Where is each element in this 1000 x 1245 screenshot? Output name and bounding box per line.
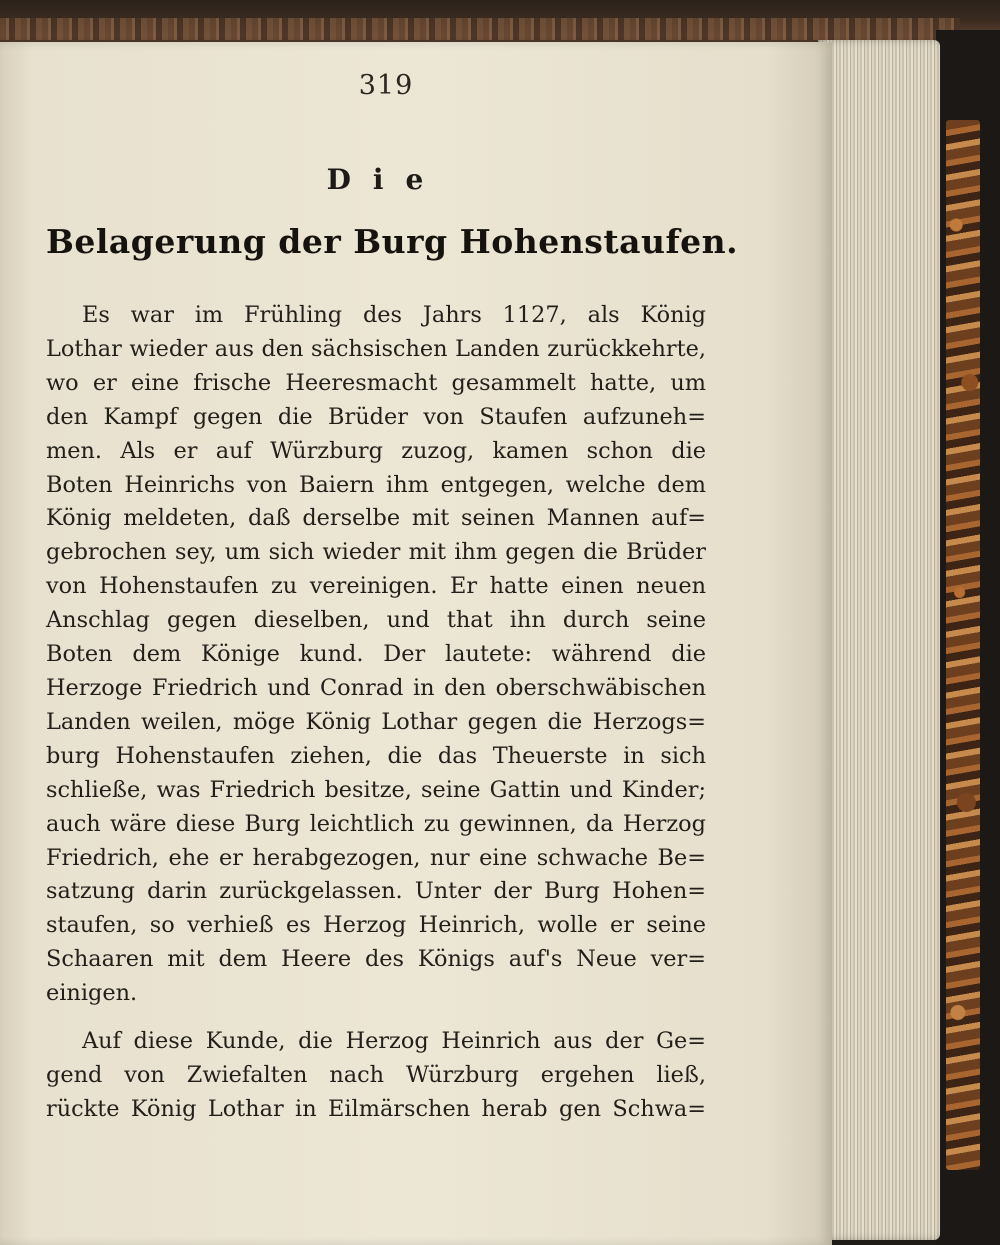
body-text [46, 299, 706, 1127]
text-line: rückte König Lothar in Eilmärschen herab gen Schwa= [46, 1095, 706, 1122]
page-stack [818, 40, 940, 1240]
page-number: 319 [358, 70, 414, 101]
paragraph-1 [46, 299, 706, 1011]
text-line: Lothar wieder aus den sächsischen Landen zurückkehrte, [46, 335, 706, 362]
text-line: auch wäre diese Burg leichtlich zu gewinnen, da Herzog [46, 810, 706, 837]
text-line: Friedrich, ehe er herabgezogen, nur eine schwache Be= [46, 844, 706, 871]
text-line: Boten Heinrichs von Baiern ihm entgegen, welche dem [46, 471, 706, 498]
text-line: burg Hohenstaufen ziehen, die das Theuerste in sich [46, 742, 706, 769]
text-line: satzung darin zurückgelassen. Unter der Burg Hohen= [46, 878, 706, 905]
marbled-edge [946, 120, 980, 1170]
text-line: gend von Zwiefalten nach Würzburg ergehen ließ, [46, 1061, 706, 1088]
text-line: Boten dem Könige kund. Der lautete: während die [46, 641, 706, 668]
text-line: schließe, was Friedrich besitze, seine Gattin und Kinder; [46, 776, 706, 803]
text-line: Anschlag gegen dieselben, und that ihn durch seine [46, 607, 706, 634]
text-line: Auf diese Kunde, die Herzog Heinrich aus der Ge= [82, 1028, 706, 1055]
chapter-title-article: Die [326, 163, 446, 196]
chapter-title: Belagerung der Burg Hohenstaufen. [46, 222, 739, 261]
text-line: staufen, so verhieß es Herzog Heinrich, wolle er seine [46, 912, 706, 939]
text-line: Landen weilen, möge König Lothar gegen die Herzogs= [46, 708, 706, 735]
text-line: einigen. [46, 980, 138, 1007]
text-line: Herzoge Friedrich und Conrad in den oberschwäbischen [46, 674, 706, 701]
paragraph-2 [46, 1025, 706, 1127]
text-line: Es war im Frühling des Jahrs 1127, als König [82, 302, 706, 328]
page-content [46, 70, 739, 1127]
text-line: König meldeten, daß derselbe mit seinen Mannen auf= [46, 505, 706, 532]
text-line: den Kampf gegen die Brüder von Staufen aufzuneh= [46, 403, 706, 430]
text-line: wo er eine frische Heeresmacht gesammelt hatte, um [46, 369, 706, 396]
page-edge-top [0, 18, 960, 40]
book-page [0, 42, 832, 1245]
text-line: gebrochen sey, um sich wieder mit ihm gegen die Brüder [46, 539, 706, 566]
text-line: Schaaren mit dem Heere des Königs auf's Neue ver= [46, 946, 706, 973]
text-line: men. Als er auf Würzburg zuzog, kamen schon die [46, 437, 706, 464]
text-line: von Hohenstaufen zu vereinigen. Er hatte einen neuen [46, 573, 706, 600]
